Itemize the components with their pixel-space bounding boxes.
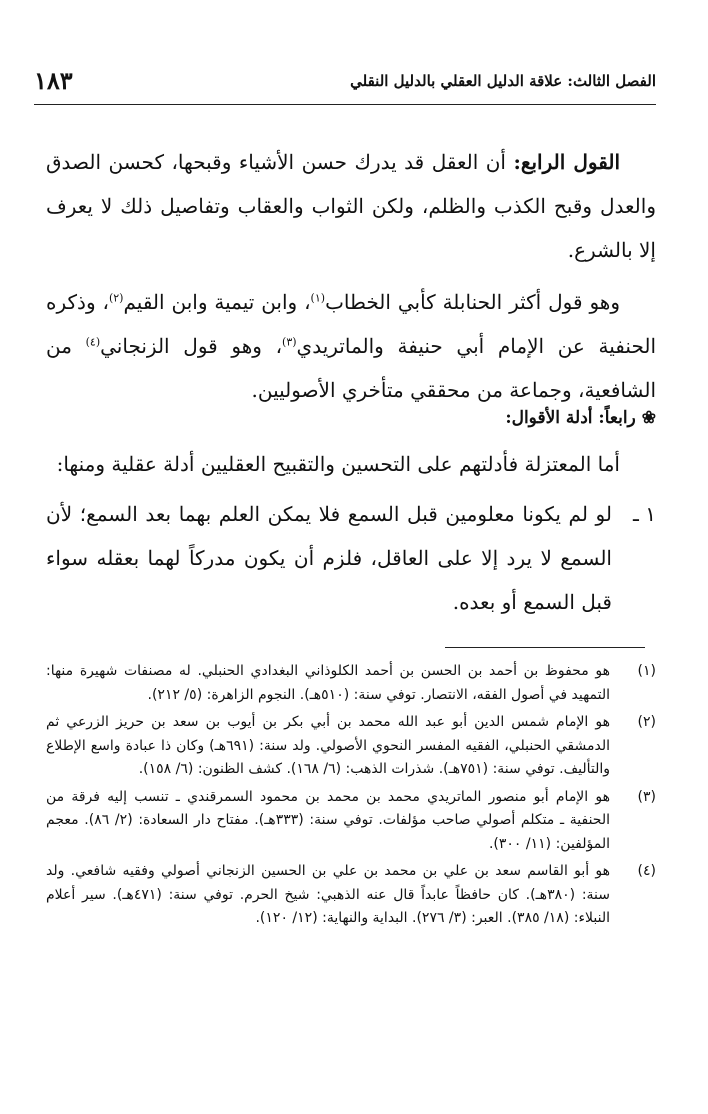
paragraph-text: وهو قول أكثر الحنابلة كأبي الخطاب (325, 290, 620, 314)
footnote (46, 660, 656, 707)
item-text: لو لم يكونا معلومين قبل السمع فلا يمكن العلم بهما بعد السمع؛ لأن السمع لا يرد إلا على العاقل، فلزم أن يكون مدركاً لهما بعقله سواء قبل السمع أو بعده. (46, 502, 612, 614)
paragraph-text: ، وذكره الحنفية عن الإمام أبي حنيفة والماتريدي (46, 290, 657, 358)
item-number: ١ ـ (633, 502, 656, 526)
footnote-text: هو محفوظ بن أحمد بن الحسن بن أحمد الكلوذاني البغدادي الحنبلي. له مصنفات شهيرة منها: التمهيد في أصول الفقه، الانتصار. توفي سنة: (٥١٠هـ). النجوم الزاهرة: (٥/ ٢١٢). (46, 663, 610, 703)
footnote-ref: (١) (310, 291, 326, 305)
flower-icon: ❀ (641, 408, 656, 428)
footnote-ref: (٤) (85, 335, 101, 349)
page-header (34, 68, 656, 105)
footnote-divider (445, 647, 645, 648)
footnote (46, 711, 656, 782)
footnote-number: (٣) (637, 788, 656, 805)
footnote-ref: (٣) (282, 335, 297, 349)
arguments-text (46, 442, 656, 624)
footnotes (46, 660, 656, 935)
intro-line: أما المعتزلة فأدلتهم على التحسين والتقبيح العقليين أدلة عقلية ومنها: (56, 452, 620, 476)
paragraph-attribution (46, 280, 656, 412)
footnote-text: هو الإمام أبو منصور الماتريدي محمد بن محمد بن محمود السمرقندي ـ تنسب إليه فرقة من الحنفية ـ متكلم أصولي صاحب مؤلفات. توفي سنة: (٣٣٣هـ). مفتاح دار السعادة: (٢/ ٨٦). معجم المؤلفين: (١١/ ٣٠٠). (46, 788, 610, 852)
numbered-item (46, 492, 656, 624)
footnote-text: هو الإمام شمس الدين أبو عبد الله محمد بن أبي بكر بن أيوب بن سعد بن حريز الزرعي ثم الدمشقي الحنبلي، الفقيه المفسر النحوي الأصولي. ولد سنة: (٦٩١هـ) وكان ذا عبادة واسع الإطلاع والتأليف. توفي سنة: (٧٥١هـ). شذرات الذهب: (٦/ ١٦٨). كشف الظنون: (٦/ ١٥٨). (46, 714, 611, 777)
paragraph-fourth-opinion (46, 140, 656, 272)
paragraph-text: من الشافعية، وجماعة من محققي متأخري الأصوليين. (46, 334, 656, 402)
footnote-number: (٢) (637, 714, 656, 730)
footnote (46, 786, 656, 857)
paragraph-text: ، وابن تيمية وابن القيم (123, 290, 311, 314)
section-heading-text: رابعاً: أدلة الأقوال: (505, 408, 636, 428)
paragraph-lead: القول الرابع: (513, 150, 620, 174)
footnote (46, 860, 656, 931)
footnote-ref: (٢) (108, 291, 124, 305)
footnote-text: هو أبو القاسم سعد بن علي بن محمد بن علي بن الحسين الزنجاني أصولي وفقيه شافعي. ولد سنة: (٣٨٠هـ). كان حافظاً عابداً قال عنه الذهبي: شيخ الحرم. توفي سنة: (٤٧١هـ). سير أعلام النبلاء: (١٨/ ٣٨٥). العبر: (٣/ ٢٧٦). البداية والنهاية: (١٢/ ١٢٠). (46, 863, 610, 926)
section-heading (505, 408, 656, 428)
chapter-title: الفصل الثالث: علاقة الدليل العقلي بالدليل النقلي (344, 72, 656, 90)
paragraph-text: أن العقل قد يدرك حسن الأشياء وقبحها، كحسن الصدق والعدل وقبح الكذب والظلم، ولكن الثواب والعقاب وتفاصيل ذلك لا يعرف إلا بالشرع. (46, 150, 656, 262)
main-text (46, 140, 656, 412)
paragraph-text: ، وهو قول الزنجاني (100, 334, 283, 358)
page-number: ١٨٣ (34, 66, 79, 95)
footnote-number: (١) (637, 663, 656, 679)
footnote-number: (٤) (637, 863, 656, 879)
